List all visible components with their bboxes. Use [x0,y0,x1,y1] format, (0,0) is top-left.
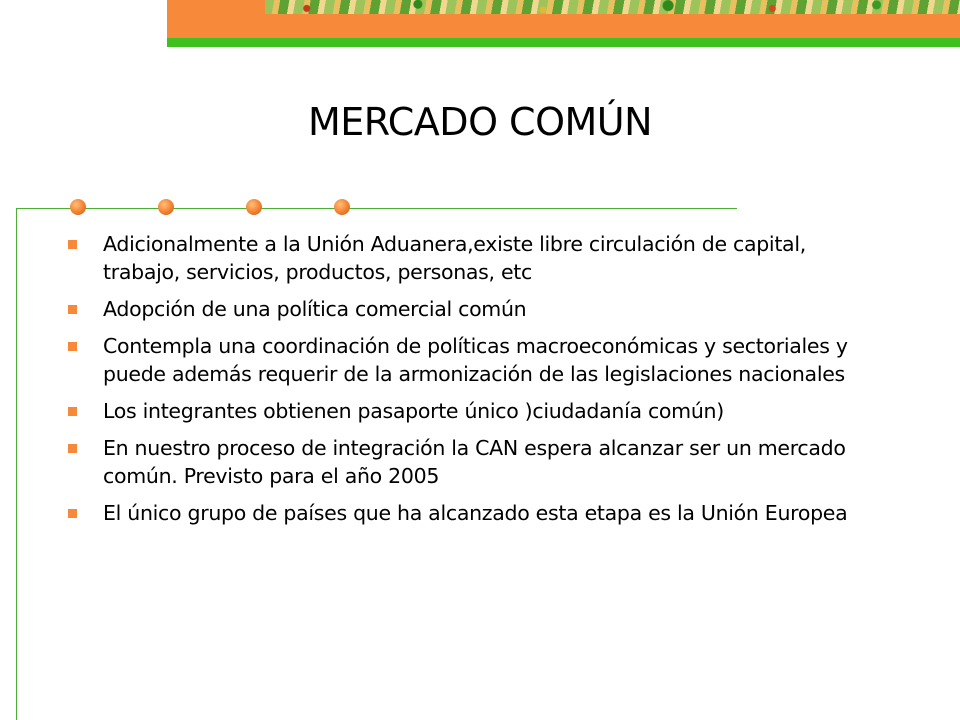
bullet-text: Adopción de una política comercial común [103,297,527,321]
bullet-item [68,434,848,490]
bullet-text: Contempla una coordinación de políticas macroeconómicas y sectoriales y puede además requerir de la armonización de las legislaciones nacionales [103,334,848,386]
square-bullet-icon [68,240,77,249]
left-vertical-rule [16,208,17,720]
bullet-list [68,230,848,536]
decorative-dot [158,199,174,215]
square-bullet-icon [68,509,77,518]
square-bullet-icon [68,342,77,351]
bullet-text: Los integrantes obtienen pasaporte único )ciudadanía común) [103,399,724,423]
bullet-text: En nuestro proceso de integración la CAN espera alcanzar ser un mercado común. Previsto para el año 2005 [103,436,846,488]
header-banner-image [265,0,960,14]
bullet-item [68,397,848,425]
decorative-dot [70,199,86,215]
square-bullet-icon [68,305,77,314]
square-bullet-icon [68,444,77,453]
slide-title: MERCADO COMÚN [307,100,653,144]
decorative-dot [246,199,262,215]
bullet-item [68,332,848,388]
square-bullet-icon [68,407,77,416]
header-banner-green-stripe [167,38,960,47]
bullet-item [68,499,848,527]
bullet-text: El único grupo de países que ha alcanzado esta etapa es la Unión Europea [103,501,848,525]
bullet-text: Adicionalmente a la Unión Aduanera,existe libre circulación de capital, trabajo, servicios, productos, personas, etc [103,232,806,284]
bullet-item [68,295,848,323]
decorative-dot [334,199,350,215]
title-underline-rule [16,208,737,209]
bullet-item [68,230,848,286]
